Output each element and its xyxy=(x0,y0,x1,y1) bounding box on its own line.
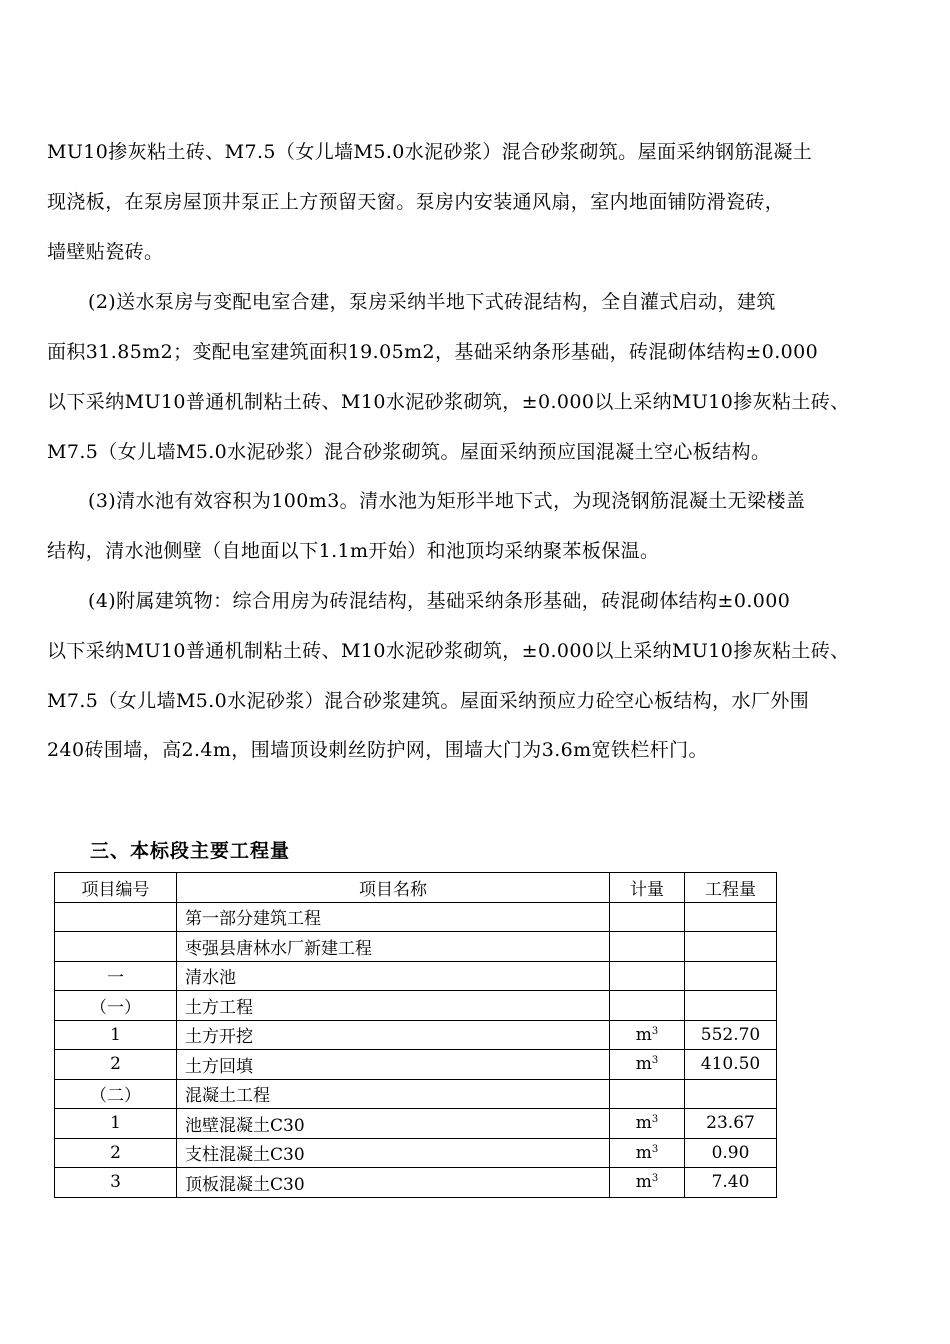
cell-unit xyxy=(610,932,685,962)
table-row xyxy=(55,1020,777,1050)
table-row xyxy=(55,1109,777,1139)
cell-name: 清水池 xyxy=(177,961,610,991)
table-row xyxy=(55,902,777,932)
unit-base: m xyxy=(635,1113,652,1134)
cell-unit xyxy=(610,1138,685,1168)
cell-name: 土方开挖 xyxy=(177,1020,610,1050)
unit-base: m xyxy=(635,1024,652,1045)
paragraph-line: M7.5（女儿墙M5.0水泥砂浆）混合砂浆建筑。屋面采纳预应力砼空心板结构，水厂外围 xyxy=(47,690,810,712)
cell-quantity: 0.90 xyxy=(685,1138,777,1168)
cell-quantity xyxy=(685,932,777,962)
quantity-table xyxy=(54,872,777,1198)
cell-quantity xyxy=(685,1079,777,1109)
unit-base: m xyxy=(635,1054,652,1075)
table-body xyxy=(55,902,777,1197)
cell-quantity xyxy=(685,961,777,991)
paragraph-line: 墙壁贴瓷砖。 xyxy=(47,241,164,263)
table-row xyxy=(55,1138,777,1168)
unit-base: m xyxy=(635,1142,652,1163)
cell-quantity xyxy=(685,991,777,1021)
paragraph-line: (3)清水池有效容积为100m3。清水池为矩形半地下式，为现浇钢筋混凝土无梁楼盖 xyxy=(88,490,806,512)
cell-code: 2 xyxy=(55,1050,177,1080)
cell-unit xyxy=(610,902,685,932)
cell-code xyxy=(55,932,177,962)
paragraph-line: MU10掺灰粘土砖、M7.5（女儿墙M5.0水泥砂浆）混合砂浆砌筑。屋面采纳钢筋混凝土 xyxy=(47,141,813,163)
table-row xyxy=(55,1168,777,1198)
unit-exponent: 3 xyxy=(651,1143,659,1155)
cell-quantity xyxy=(685,902,777,932)
table-header-row xyxy=(55,873,777,903)
unit-exponent: 3 xyxy=(651,1055,659,1067)
table-row xyxy=(55,1079,777,1109)
cell-unit xyxy=(610,1079,685,1109)
paragraph-line: 240砖围墙，高2.4m，围墙顶设刺丝防护网，围墙大门为3.6m宽铁栏杆门。 xyxy=(47,739,708,761)
table-row xyxy=(55,932,777,962)
cell-unit xyxy=(610,1168,685,1198)
cell-code: （一） xyxy=(55,991,177,1021)
paragraph-line: 面积31.85m2；变配电室建筑面积19.05m2，基础采纳条形基础，砖混砌体结构±0.000 xyxy=(47,341,819,363)
cell-unit xyxy=(610,961,685,991)
cell-code xyxy=(55,902,177,932)
cell-name: 池壁混凝土C30 xyxy=(177,1109,610,1139)
unit-exponent: 3 xyxy=(651,1114,659,1126)
cell-name: 混凝土工程 xyxy=(177,1079,610,1109)
cell-quantity: 7.40 xyxy=(685,1168,777,1198)
cell-unit xyxy=(610,1050,685,1080)
header-name: 项目名称 xyxy=(177,873,610,903)
cell-name: 土方回填 xyxy=(177,1050,610,1080)
section-title: 三、本标段主要工程量 xyxy=(90,840,291,862)
cell-name: 第一部分建筑工程 xyxy=(177,902,610,932)
table-row xyxy=(55,961,777,991)
cell-code: 1 xyxy=(55,1109,177,1139)
header-unit: 计量 xyxy=(610,873,685,903)
cell-unit xyxy=(610,991,685,1021)
paragraph-line: 结构，清水池侧壁（自地面以下1.1m开始）和池顶均采纳聚苯板保温。 xyxy=(47,540,660,562)
cell-name: 支柱混凝土C30 xyxy=(177,1138,610,1168)
table-row xyxy=(55,991,777,1021)
table-row xyxy=(55,1050,777,1080)
cell-name: 枣强县唐林水厂新建工程 xyxy=(177,932,610,962)
paragraph-line: 以下采纳MU10普通机制粘土砖、M10水泥砂浆砌筑，±0.000以上采纳MU10掺灰粘土砖、 xyxy=(47,640,850,662)
paragraph-line: (2)送水泵房与变配电室合建，泵房采纳半地下式砖混结构，全自灌式启动，建筑 xyxy=(88,291,776,313)
cell-name: 土方工程 xyxy=(177,991,610,1021)
unit-exponent: 3 xyxy=(651,1025,659,1037)
cell-unit xyxy=(610,1109,685,1139)
unit-exponent: 3 xyxy=(651,1173,659,1185)
cell-code: 2 xyxy=(55,1138,177,1168)
cell-code: 3 xyxy=(55,1168,177,1198)
cell-code: 1 xyxy=(55,1020,177,1050)
cell-name: 顶板混凝土C30 xyxy=(177,1168,610,1198)
cell-code: （二） xyxy=(55,1079,177,1109)
paragraph-line: 以下采纳MU10普通机制粘土砖、M10水泥砂浆砌筑，±0.000以上采纳MU10掺灰粘土砖、 xyxy=(47,391,850,413)
cell-quantity: 410.50 xyxy=(685,1050,777,1080)
paragraph-line: M7.5（女儿墙M5.0水泥砂浆）混合砂浆砌筑。屋面采纳预应国混凝土空心板结构。 xyxy=(47,441,771,463)
cell-quantity: 23.67 xyxy=(685,1109,777,1139)
paragraph-line: (4)附属建筑物：综合用房为砖混结构，基础采纳条形基础，砖混砌体结构±0.000 xyxy=(88,590,791,612)
header-quantity: 工程量 xyxy=(685,873,777,903)
header-code: 项目编号 xyxy=(55,873,177,903)
cell-code: 一 xyxy=(55,961,177,991)
unit-base: m xyxy=(635,1172,652,1193)
cell-unit xyxy=(610,1020,685,1050)
paragraph-line: 现浇板，在泵房屋顶井泵正上方预留天窗。泵房内安装通风扇，室内地面铺防滑瓷砖， xyxy=(47,191,785,213)
cell-quantity: 552.70 xyxy=(685,1020,777,1050)
